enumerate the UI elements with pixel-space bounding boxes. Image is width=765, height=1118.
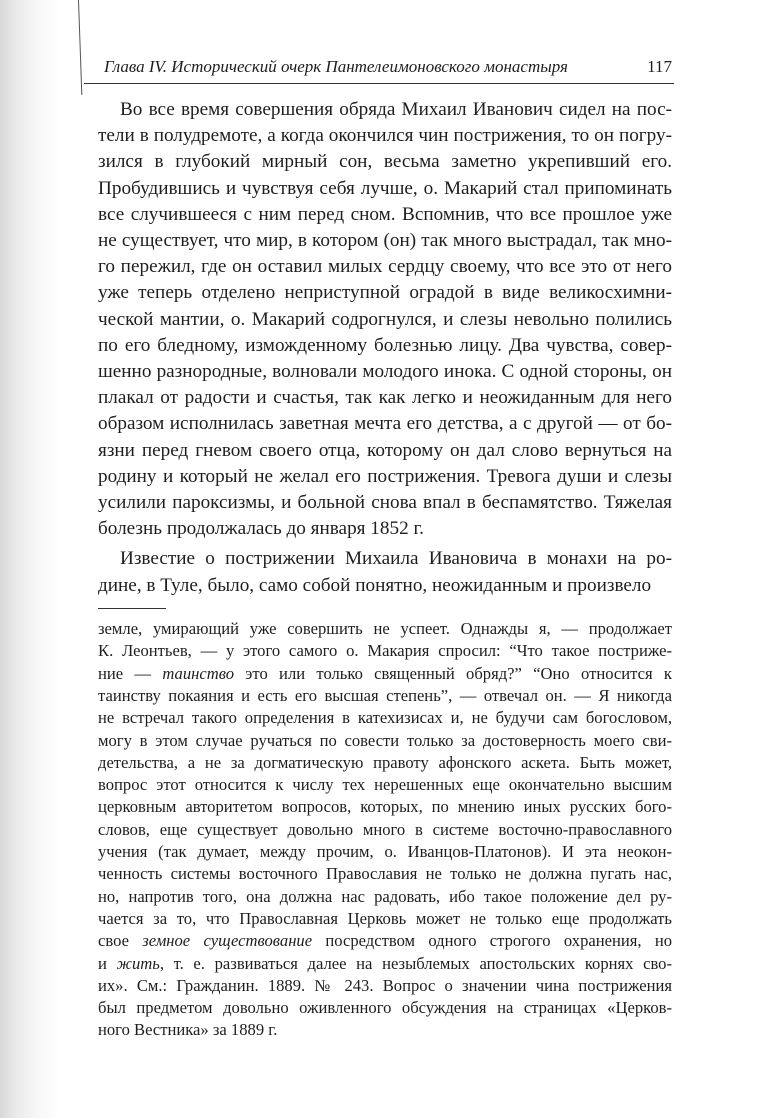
line-text: образом исполнилась заветная мечта его детства, а с другой — от бо- (98, 413, 672, 435)
line-text: ного Вестника» за 1889 г. (98, 1020, 278, 1040)
text-line (98, 466, 672, 488)
text-line (98, 492, 672, 514)
text-line (98, 731, 672, 751)
line-text: ченность системы восточного Православия не только не должна пугать нас, (98, 864, 672, 884)
text-line (98, 178, 672, 200)
text-line (98, 998, 672, 1018)
running-header (104, 57, 672, 77)
line-text: чается за то, что Православная Церковь может не только еще продолжать (98, 908, 672, 928)
line-text: плакал от радости и счастья, так как легко и неожиданным для него (98, 387, 672, 409)
line-text: дине, в Туле, было, само собой понятно, неожиданным и произвело (98, 574, 652, 596)
text-line (98, 309, 672, 331)
line-text: церковным авторитетом вопросов, которых, по мнению иных русских бого- (98, 797, 672, 817)
text-line (98, 151, 672, 173)
line-text: ческой мантии, о. Макарий содрогнулся, и слезы невольно полились (98, 308, 672, 330)
line-text: и (98, 953, 117, 973)
text-line (98, 954, 672, 974)
line-text: словов, еще существует довольно много в системе восточно-православного (98, 819, 672, 839)
text-line (98, 282, 672, 304)
text-line (98, 797, 672, 817)
text-line (98, 387, 672, 409)
page-number: 117 (647, 57, 672, 76)
text-line (98, 440, 672, 462)
line-text: ние — (98, 663, 163, 683)
line-text: Во все время совершения обряда Михаил Иванович сидел на пос- (120, 99, 672, 120)
text-line (98, 753, 672, 773)
line-text: уже теперь отделено неприступной оградой в виде великосхимни- (98, 282, 672, 304)
text-line (98, 641, 672, 661)
text-line (98, 931, 672, 951)
text-line (98, 361, 672, 383)
text-line (98, 1020, 672, 1040)
line-text: не существует, что мир, в котором (он) так много выстрадал, так мно- (98, 230, 672, 251)
line-text: тели в полудремоте, а когда окончился чин пострижения, то он погру- (98, 125, 672, 147)
line-text: таинству покаяния и есть его высшая степень”, — отвечал он. — Я никогда (98, 685, 672, 705)
text-line (98, 230, 672, 252)
line-text: болезнь продолжалась до января 1852 г. (98, 518, 424, 540)
text-line (98, 619, 672, 639)
line-text: вопрос этот относится к числу тех нерешенных еще окончательно высшим (98, 775, 672, 795)
line-text: свое (98, 931, 143, 951)
footnote-separator (98, 608, 166, 609)
italic-term: таинство (162, 663, 234, 683)
text-line (120, 548, 672, 570)
line-text: зился в глубокий мирный сон, весьма заметно укрепивший его. (98, 151, 672, 173)
text-line (98, 335, 672, 357)
line-text: не встречал такого определения в катехизисах и, не будучи сам богословом, (98, 708, 672, 728)
text-line (98, 686, 672, 706)
text-line (98, 909, 672, 929)
line-text: родину и который не желал его пострижения. Тревога души и слезы (98, 465, 672, 487)
text-line (98, 125, 672, 147)
line-text: шенно разнородные, волновали молодого инока. С одной стороны, он (98, 361, 672, 382)
text-line (98, 518, 672, 540)
line-text: усилили пароксизмы, и больной снова впал в беспамятство. Тяжелая (98, 492, 672, 513)
line-text: учения (так думает, между прочим, о. Иванцов-Платонов). И эта неокон- (98, 842, 672, 861)
line-text: это или только священный обряд?” “Оно относится к (234, 663, 672, 683)
text-line (98, 204, 672, 226)
scan-edge-shadow (0, 0, 60, 1118)
line-text: детельства, а не за догматическую правоту афонского аскета. Быть может, (98, 752, 672, 772)
italic-term: земное существование (142, 931, 313, 951)
line-text: Известие о пострижении Михаила Ивановича в монахи на ро- (120, 548, 672, 570)
line-text: земле, умирающий уже совершить не успеет. Однажды я, — продолжает (98, 619, 672, 638)
line-text: все случившееся с ним перед сном. Вспомнив, что все прошлое уже (98, 203, 672, 225)
line-text: посредством одного строгого охранения, но (312, 931, 672, 951)
text-line (120, 99, 672, 121)
text-line (98, 887, 672, 907)
text-line (98, 708, 672, 728)
line-text: К. Леонтьев, — у этого самого о. Макария спросил: “Что такое постриже- (98, 641, 672, 661)
text-line (98, 842, 672, 862)
text-line (98, 256, 672, 278)
text-line (98, 976, 672, 996)
line-text: го пережил, где он оставил милых сердцу своему, что все это от него (98, 256, 672, 278)
line-text: был предметом довольно оживленного обсуждения на страницах «Церков- (98, 998, 672, 1018)
running-title: Глава IV. Исторический очерк Пантелеимоновского монастыря (104, 57, 568, 76)
text-line (98, 820, 672, 840)
line-text: по его бледному, изможденному болезнью лицу. Два чувства, совер- (98, 334, 672, 356)
text-line (98, 575, 672, 597)
line-text: язни перед гневом своего отца, которому он дал слово вернуться на (98, 439, 672, 461)
italic-term: жить (116, 953, 160, 973)
line-text: но, напротив того, она должна нас радовать, ибо такое положение дел ру- (98, 886, 672, 906)
line-text: , т. е. развиваться далее на незыблемых апостольских корнях сво- (159, 953, 673, 973)
line-text: Пробудившись и чувствуя себя лучше, о. Макарий стал припоминать (98, 177, 672, 199)
text-line (98, 864, 672, 884)
header-rule (84, 83, 674, 84)
text-line (98, 413, 672, 435)
text-line (98, 775, 672, 795)
text-line (98, 664, 672, 684)
line-text: могу в этом случае ручаться по совести только за достоверность моего сви- (98, 730, 672, 750)
line-text: их». См.: Гражданин. 1889. № 243. Вопрос о значении чина пострижения (98, 975, 672, 995)
scan-artifact-line (78, 0, 82, 95)
